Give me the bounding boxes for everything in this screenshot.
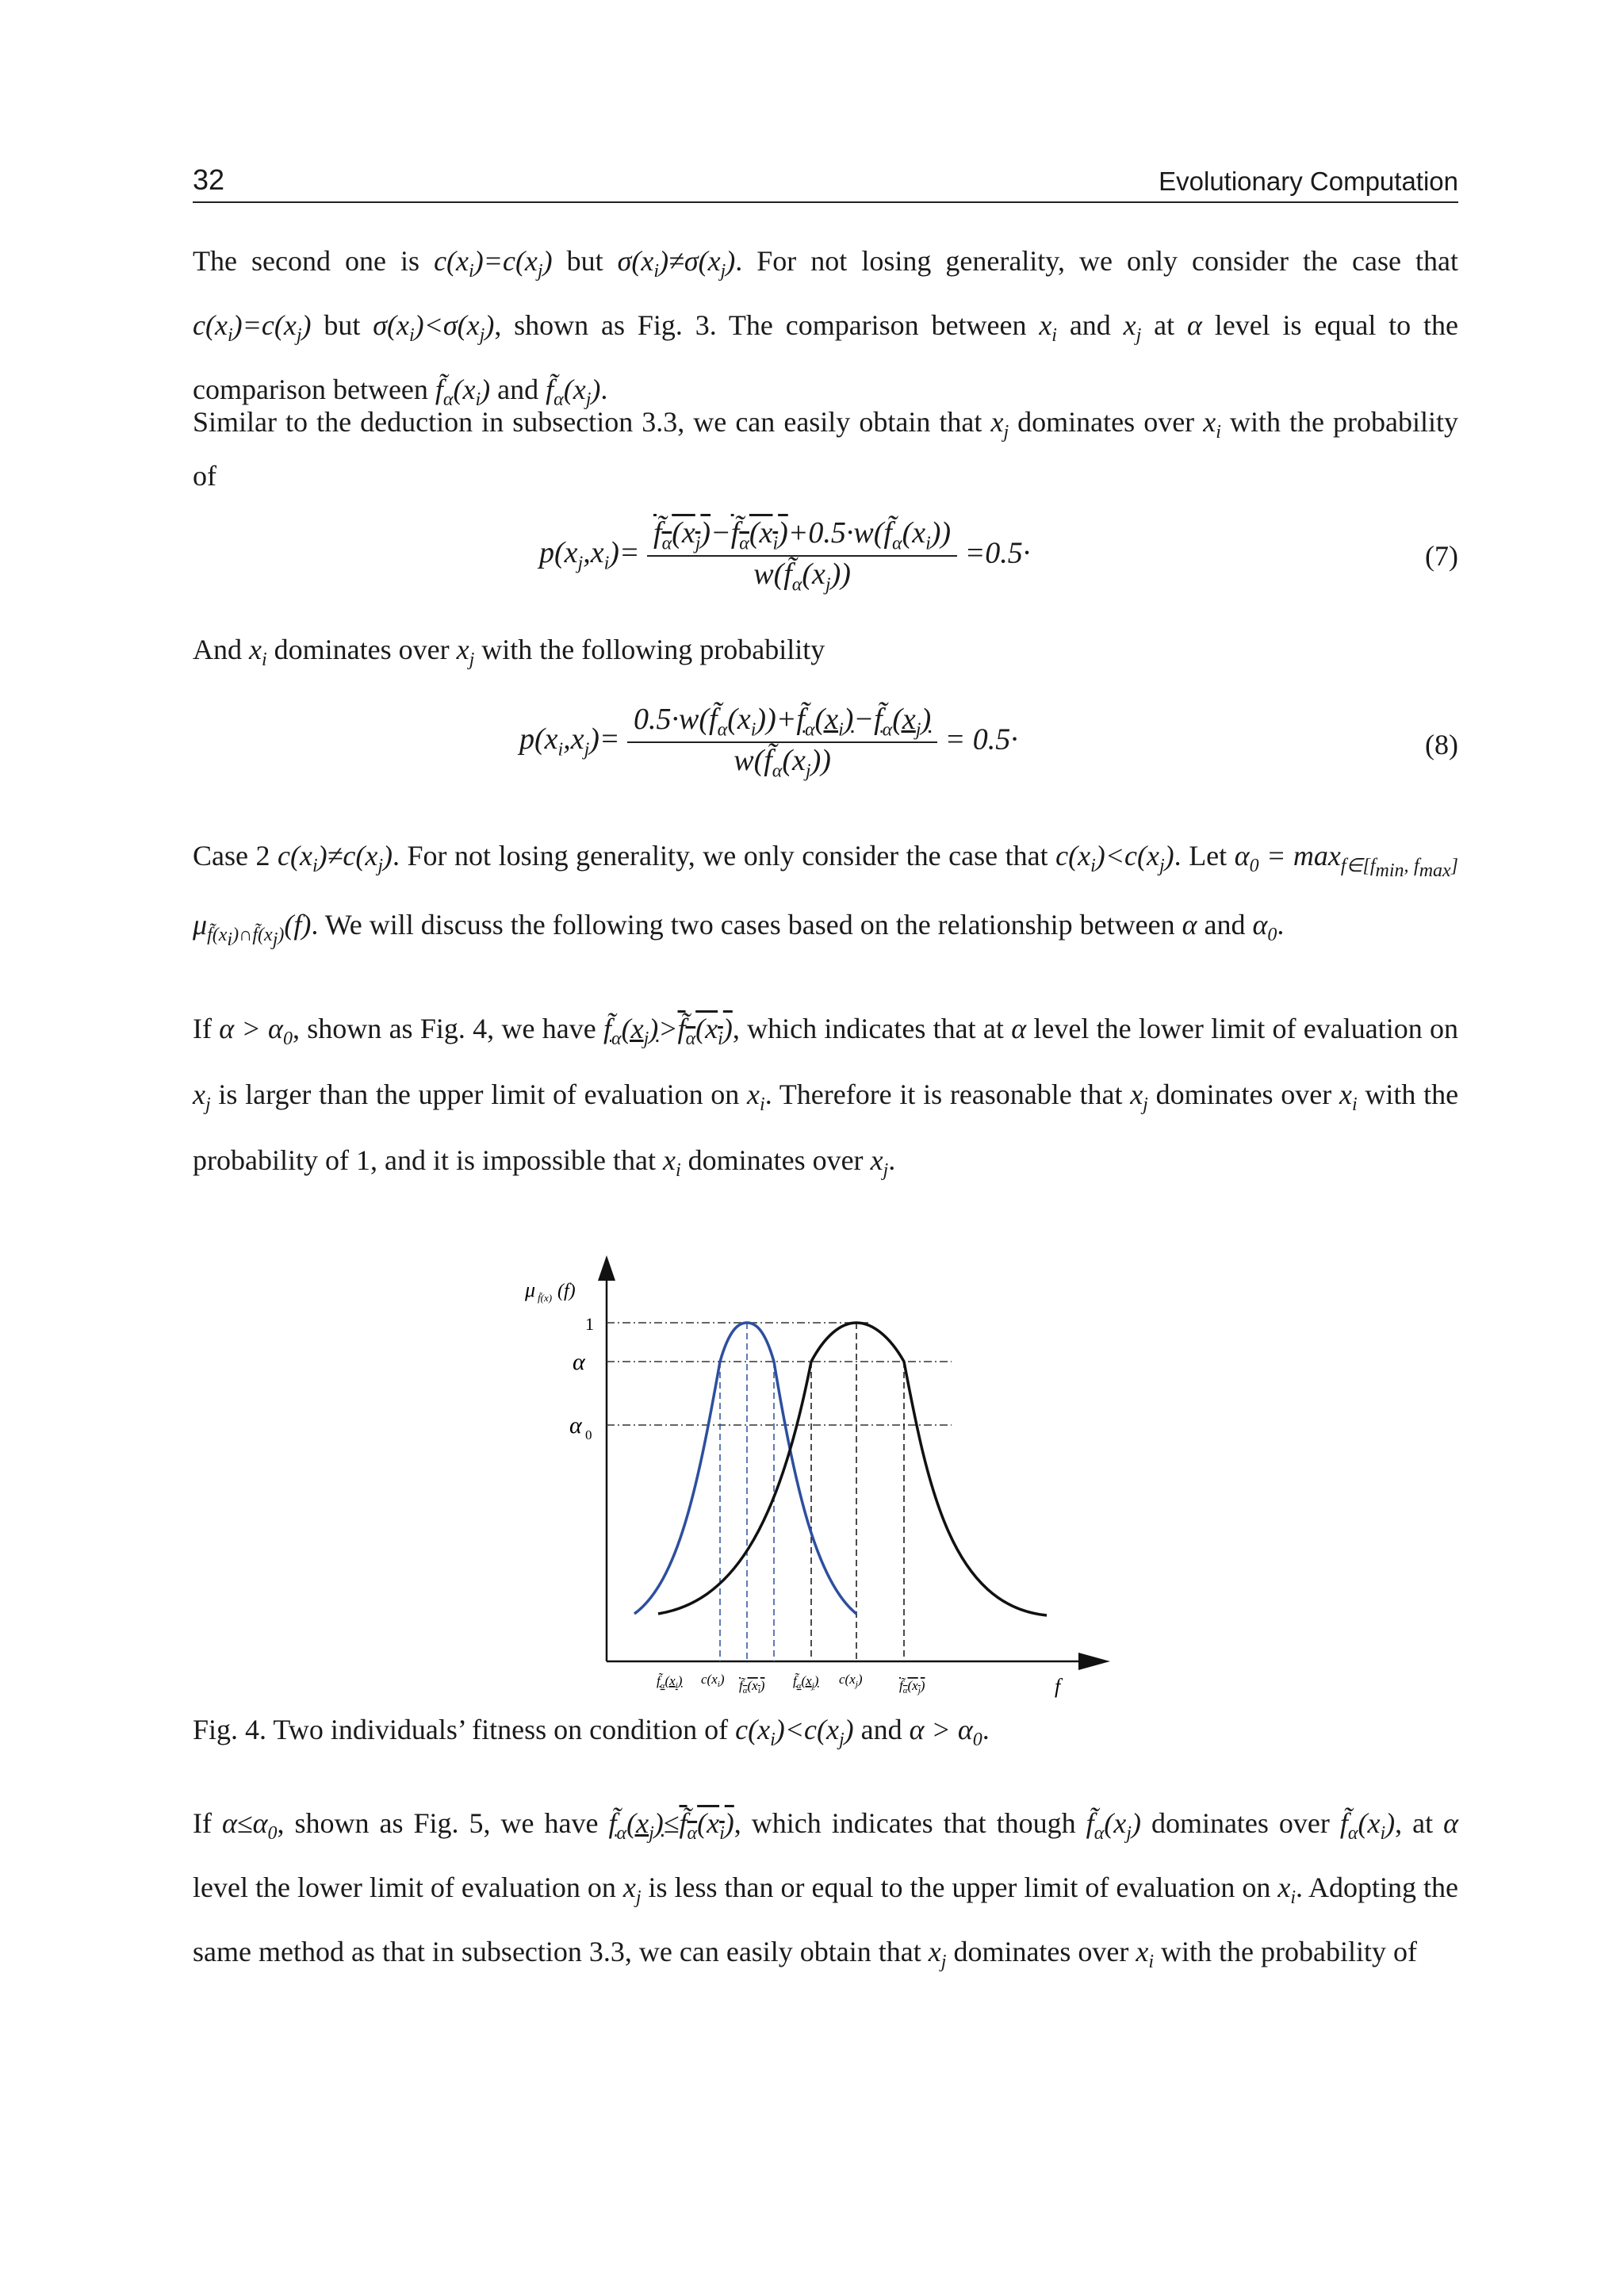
math-xj: $x_j$ [622, 1871, 642, 1909]
math-alpha: α [1443, 1807, 1459, 1839]
text: and [497, 374, 539, 406]
tick-alpha0-sub: 0 [585, 1427, 592, 1442]
text: And [193, 634, 242, 665]
math-f-xi: $f̃_\alpha(x_i)$ [435, 374, 491, 411]
math-alpha: α [1011, 1013, 1027, 1044]
math-alpha: α [1186, 309, 1202, 342]
xlabel-f-up-xi: $f̃_\alpha(x_i)$ [739, 1678, 765, 1695]
math-f-compare: $f̃_\alpha(x_j)>f̃_\alpha(x_i)$ [603, 1013, 733, 1050]
text: , shown as Fig. 5, we have [277, 1807, 599, 1839]
math-xj: $x_j$ [870, 1144, 889, 1182]
tick-1: 1 [585, 1314, 594, 1334]
math-xj: $x_j$ [193, 1078, 211, 1116]
caption-text: Fig. 4. Two individuals’ fitness on condition of [193, 1714, 729, 1745]
equation-8-number: (8) [1425, 729, 1458, 760]
text: level is equal to the comparison between [193, 309, 1459, 406]
text: , which indicates that at [732, 1013, 1004, 1044]
text: with the probability of 1, and it is impossible that [193, 1078, 1459, 1177]
text: is larger than the upper limit of evaluation on [218, 1078, 740, 1111]
text: dominates over [1151, 1807, 1330, 1839]
math-alpha-gt: $\alpha > \alpha_0$ [219, 1013, 293, 1050]
x-axis-arrow [1078, 1653, 1110, 1670]
paragraph-3 [193, 623, 1458, 687]
tick-alpha0: α [569, 1412, 582, 1439]
y-axis-arrow [598, 1255, 615, 1281]
math-xi: $x_i$ [1339, 1078, 1358, 1116]
math-xi: $x_i$ [1136, 1936, 1155, 1973]
math-alpha-gt: $\alpha > \alpha_0$ [909, 1714, 982, 1751]
math-xi: $x_i$ [1203, 406, 1221, 443]
math-f-compare-le: $f̃_\alpha(x_j)\le f̃_\alpha(x_i)$ [608, 1807, 734, 1845]
text: Let [1189, 840, 1228, 872]
text: is less than or equal to the upper limit of evaluation on [648, 1871, 1271, 1904]
math-xi: $x_i$ [1277, 1871, 1296, 1909]
text: . Therefore it is reasonable that [764, 1078, 1123, 1111]
paragraph-6 [193, 1796, 1458, 1990]
xlabel-c-xi: $c(x_i)$ [701, 1672, 725, 1689]
math-c-lt: $c(x_i)<c(x_j)$ [1055, 840, 1174, 877]
text: , which indicates that though [733, 1807, 1076, 1839]
curve-xi [634, 1323, 856, 1614]
text: , at [1395, 1807, 1434, 1839]
math-xj: $x_j$ [990, 406, 1009, 443]
curve-xj [658, 1323, 1047, 1615]
equation-7-number: (7) [1425, 540, 1458, 572]
math-xi: $x_i$ [1039, 309, 1057, 347]
text: dominates over [1017, 406, 1195, 438]
math-sigma-lt: $\sigma(x_i)<\sigma(x_j)$ [373, 309, 495, 347]
text: dominates over [274, 634, 450, 665]
caption-and: and [860, 1714, 902, 1745]
text: dominates over [953, 1936, 1129, 1968]
math-c-neq: $c(x_i)\ne c(x_j)$ [278, 840, 393, 877]
math-f-xj: $f̃_\alpha(x_j)$ [546, 374, 601, 411]
y-axis-label: μ [525, 1278, 536, 1301]
math-alpha-le: $\alpha\le\alpha_0$ [221, 1807, 278, 1845]
math-xj: $x_j$ [1123, 309, 1142, 347]
equation-8: $p(x_i,x_j)=$ $\frac{0.5\cdot w(f̃_\alpha(x_i))+f̃_\alpha(x_i)-f̃_\alpha(x_j)}{w(f̃_\alpha(x_j))}$ = 0.5· [519, 703, 1018, 782]
text: , shown as Fig. 3. The comparison between [494, 309, 1027, 342]
eq7-rhs: =0.5· [964, 536, 1031, 570]
math-xi: $x_i$ [249, 634, 267, 671]
text: Case 2 [193, 840, 270, 872]
text: with the probability of [193, 406, 1459, 492]
running-title: Evolutionary Computation [1159, 167, 1458, 196]
text: . Adopting the same method as that in subsection 3.3, we can easily obtain that [193, 1871, 1458, 1968]
paragraph-1: The second one is $c(x_i)=c(x_j)$ but $\sigma(x_i)\ne\sigma(x_j)$. For not losing generality, we only consider the case that $c(x_i)=c(x_j)$ but $\sigma(x_i)<\sigma(x_j)$, shown as Fig. 3. The comparison between $x_i$ and $x_j$ at α level is equal to the comparison between $f̃_\alpha(x_i)$ and $f̃_\alpha(x_j)$. [193, 245, 1459, 411]
math-xi: $x_i$ [747, 1078, 765, 1116]
text: but [566, 245, 603, 277]
tick-alpha: α [573, 1349, 585, 1375]
text: with the probability of [1161, 1936, 1417, 1968]
equation-7: $p(x_j,x_i)=$ $\frac{f̃_\alpha(x_j)-f̃_\alpha(x_i)+0.5\cdot w(f̃_\alpha(x_i))}{w(f̃_\alpha(x_j))}$ =0.5· [539, 516, 1031, 596]
math-xi: $x_i$ [662, 1144, 681, 1182]
eq8-rhs: = 0.5· [944, 722, 1018, 757]
math-xj: $x_j$ [456, 634, 475, 671]
math-alpha0: $\alpha_0$ [1252, 908, 1277, 946]
figure-4 [508, 1249, 1126, 1709]
text: level the lower limit of evaluation on [1033, 1013, 1459, 1044]
math-alpha: α [1182, 908, 1197, 941]
math-c-eq: $c(x_i)=c(x_j)$ [434, 245, 553, 282]
paragraph-2 [193, 400, 1458, 498]
text: Similar to the deduction in subsection 3.3, we can easily obtain that [193, 406, 982, 438]
paragraph-4: Case 2 $c(x_i)\ne c(x_j)$. For not losing generality, we only consider the case that $c(x_i)<c(x_j)$. Let $\alpha_0 = \max_{f\in[f_{min}, f_{max}]} \mu_{f̃(x_i)\cap f̃(x_j)}(f)$. We will discuss the following two cases based on the relationship between α and $\alpha_0$. [193, 840, 1459, 950]
math-f-xi: $f̃_\alpha(x_i)$ [1339, 1807, 1396, 1845]
math-xj: $x_j$ [928, 1936, 947, 1973]
text: If [193, 1807, 212, 1839]
text: . We will discuss the following two cases based on the relationship between [311, 908, 1175, 941]
math-xj: $x_j$ [1130, 1078, 1148, 1116]
text: and [1204, 908, 1246, 941]
y-axis-label-sub: f̃(x) [538, 1292, 553, 1304]
page-number: 32 [193, 163, 225, 196]
y-axis-label-f: (f) [557, 1281, 576, 1301]
math-c-eq-2: $c(x_i)=c(x_j)$ [193, 309, 312, 347]
math-f-xj: $f̃_\alpha(x_j)$ [1086, 1807, 1141, 1845]
xlabel-f-low-xj: $f̃_\alpha(x_j)$ [793, 1673, 819, 1691]
math-c-lt: $c(x_i)<c(x_j)$ [735, 1714, 854, 1751]
x-axis-label: f [1055, 1675, 1061, 1698]
text: . For not losing generality, we only consider the case that [393, 840, 1048, 872]
text: The second one is [193, 245, 420, 277]
text: If [193, 1013, 212, 1044]
xlabel-f-low-xi: $f̃_\alpha(x_i)$ [657, 1673, 683, 1691]
page-header [193, 163, 1458, 203]
xlabel-c-xj: $c(x_j)$ [839, 1672, 863, 1689]
paragraph-5: If $\alpha > \alpha_0$, shown as Fig. 4, we have $f̃_\alpha(x_j)>f̃_\alpha(x_i)$, which indicates that at α level the lower limit of evaluation on $x_j$ is larger than the upper limit of evaluation on $x_i$. Therefore it is reasonable that $x_j$ dominates over $x_i$ with the probability of 1, and it is impossible that $x_i$ dominates over $x_j$. [193, 1013, 1459, 1182]
text: , shown as Fig. 4, we have [292, 1013, 596, 1044]
math-alpha0-def: $\alpha_0 = \max_{f\in[f_{min}, f_{max}]} \mu_{f̃(x_i)\cap f̃(x_j)}(f)$ [193, 840, 1459, 950]
text: at [1154, 309, 1175, 342]
text: but [324, 309, 361, 342]
text: with the following probability [481, 634, 825, 665]
text: dominates over [1155, 1078, 1332, 1111]
text: dominates over [688, 1144, 864, 1177]
text: . For not losing generality, we only consider the case that [735, 245, 1458, 277]
math-sigma-neq: $\sigma(x_i)\ne\sigma(x_j)$ [617, 245, 736, 282]
xlabel-f-up-xj: $f̃_\alpha(x_j)$ [899, 1678, 925, 1695]
text: and [1069, 309, 1111, 342]
text: level the lower limit of evaluation on [193, 1871, 616, 1904]
figure-caption: Fig. 4. Two individuals’ fitness on condition of $c(x_i)<c(x_j)$ and $\alpha > \alpha_0$. [193, 1714, 990, 1751]
